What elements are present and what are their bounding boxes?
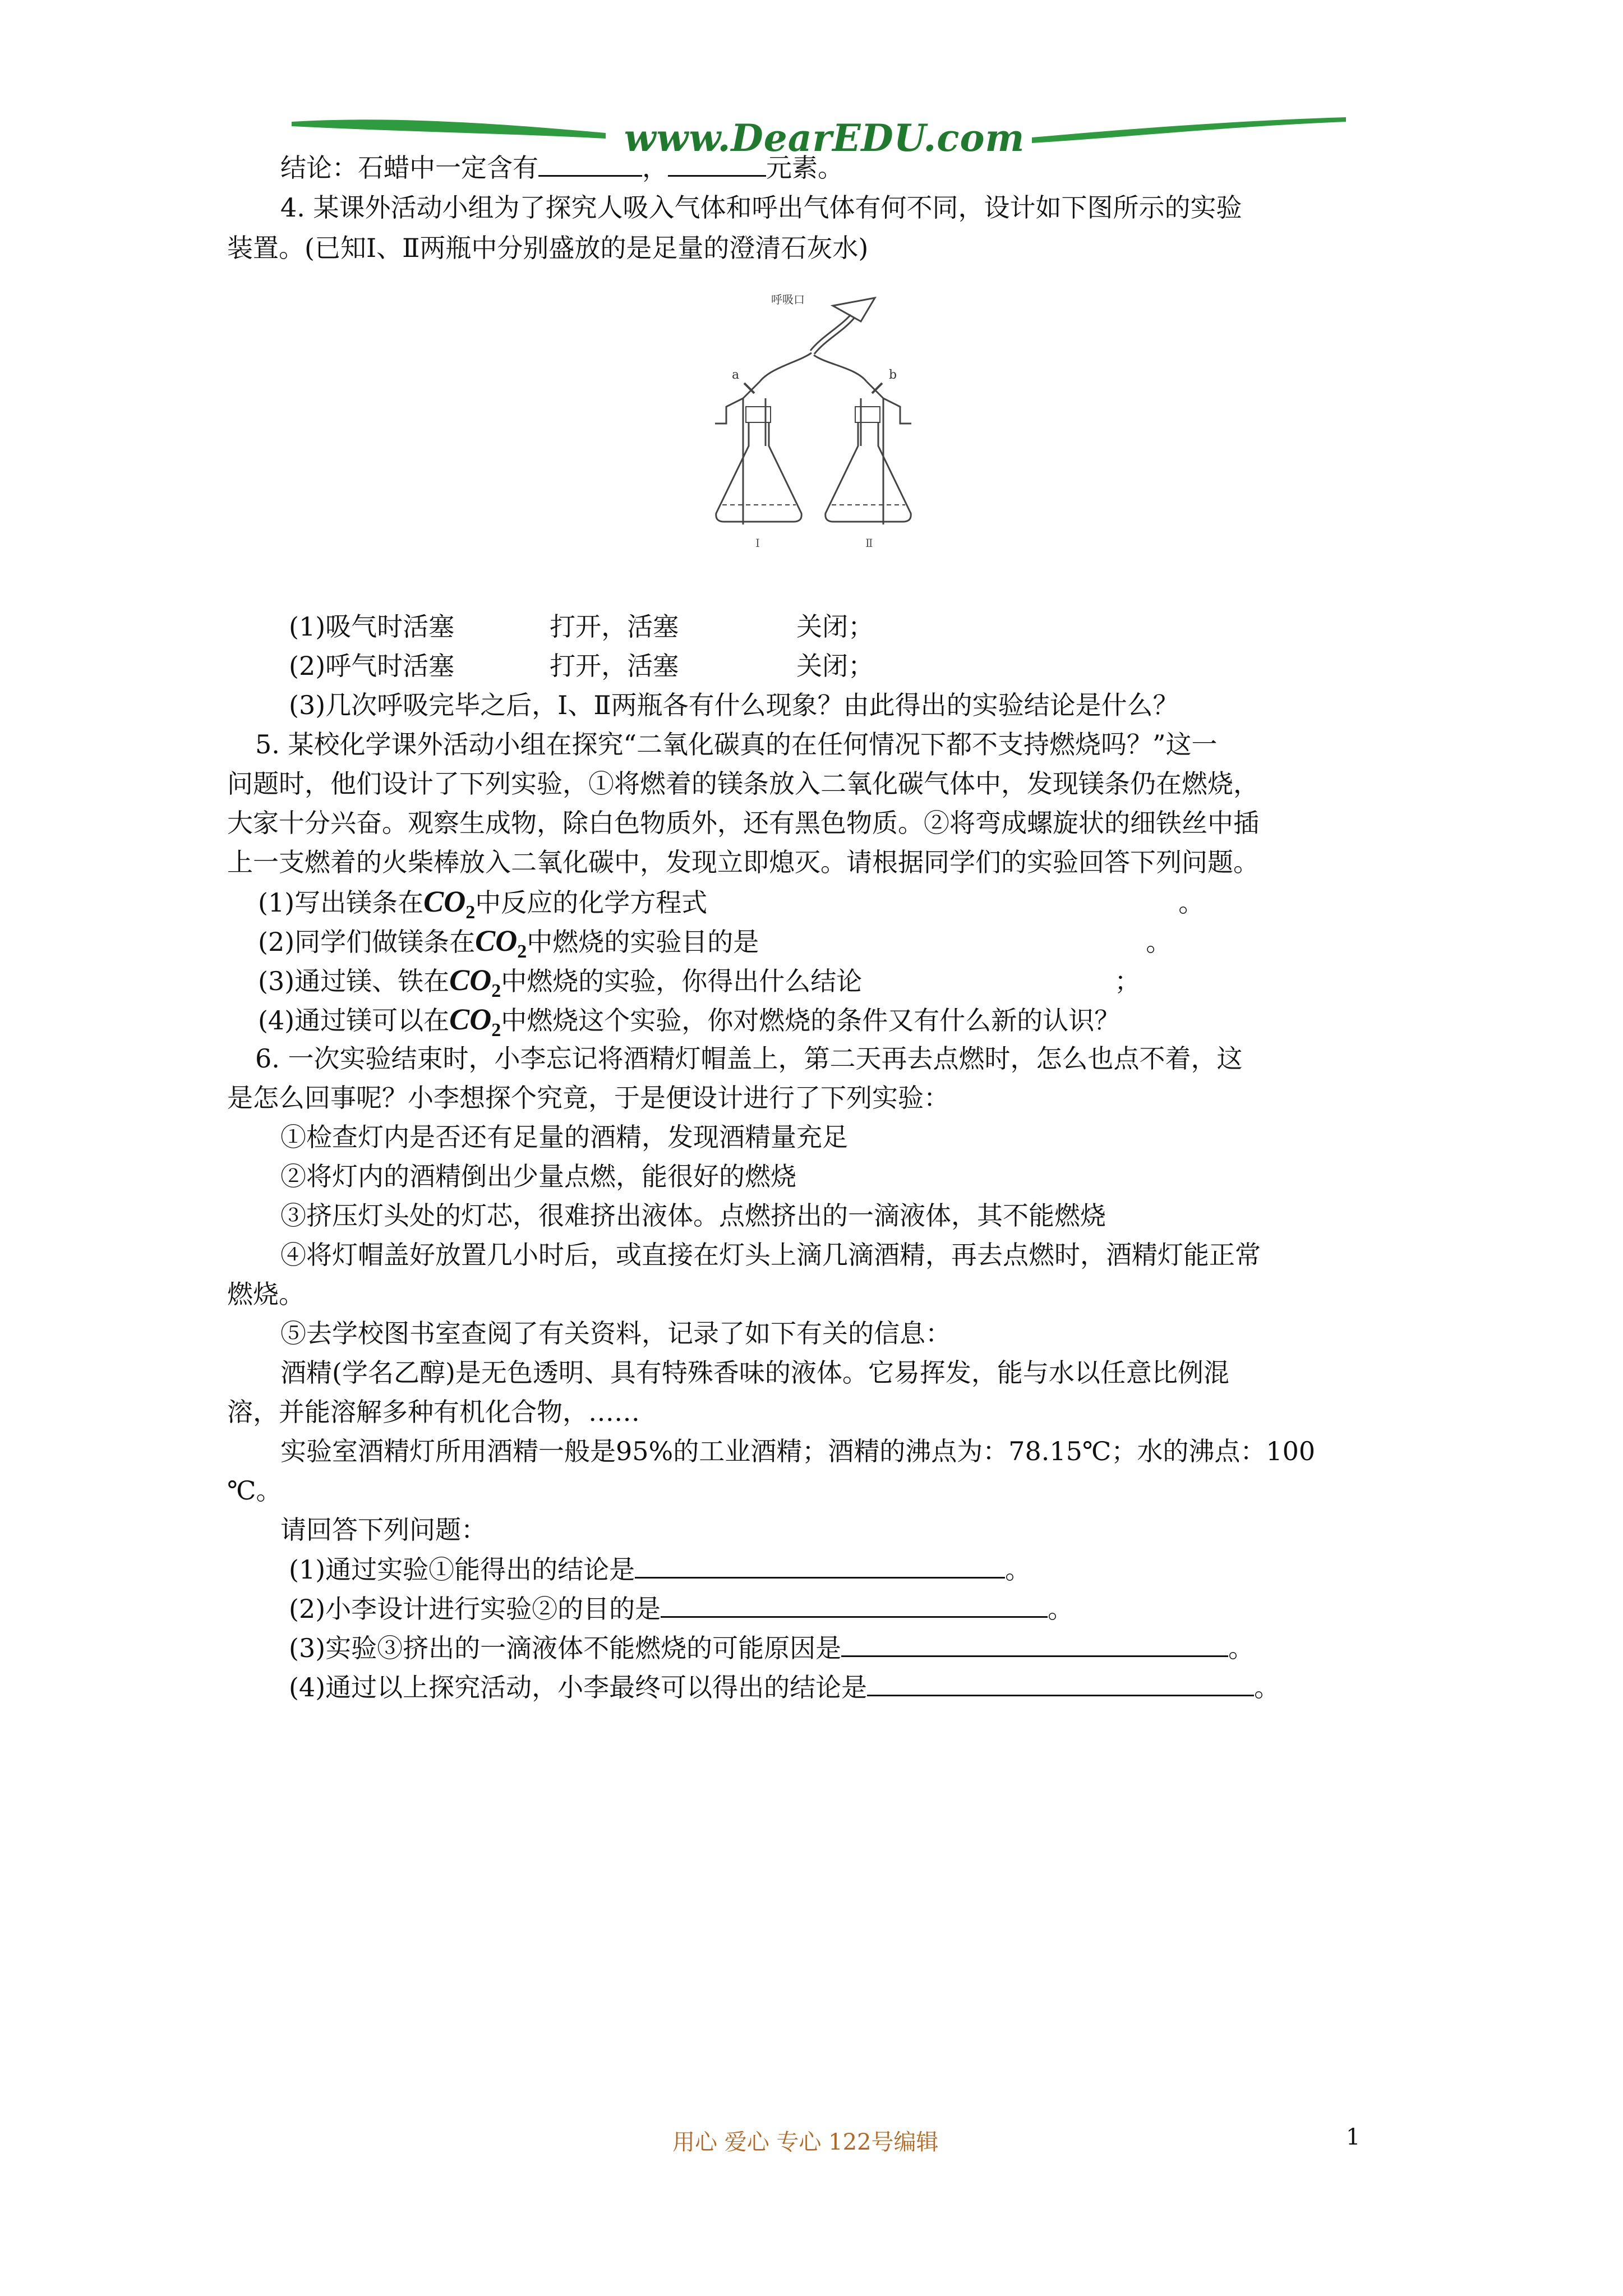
text-segment: 。 (1254, 1672, 1280, 1703)
q6-experiment-5: ⑤去学校图书室查阅了有关资料，记录了如下有关的信息： (280, 1318, 951, 1349)
text-segment: 元素。 (766, 153, 843, 183)
q6-sub-1 (289, 1552, 1031, 1586)
formula-main: CO (449, 963, 492, 997)
q4-sub-2 (289, 649, 874, 683)
q6-experiment-3: ③挤压灯头处的灯芯，很难挤出液体。点燃挤出的一滴液体，其不能燃烧 (280, 1200, 1106, 1231)
q6-experiment-1: ①检查灯内是否还有足量的酒精，发现酒精量充足 (280, 1122, 848, 1152)
valve-b-label: b (889, 368, 897, 382)
text-segment: (1)吸气时活塞 (289, 611, 455, 642)
q6-info-2-line-2: ℃。 (227, 1475, 282, 1506)
formula-subscript: 2 (517, 941, 527, 962)
bottle-2-label: Ⅱ (865, 536, 873, 550)
co2-formula (423, 885, 476, 923)
valve-a-label: a (732, 368, 740, 382)
q6-info-2-line-1: 实验室酒精灯所用酒精一般是95%的工业酒精；酒精的沸点为：78.15℃；水的沸点：100 (280, 1436, 1316, 1466)
text-segment: (3)通过镁、铁在 (258, 966, 450, 996)
flask-apparatus-diagram (704, 283, 928, 553)
co2-formula (449, 1002, 501, 1041)
text-segment: 中燃烧的实验目的是 (527, 927, 759, 957)
co2-formula (449, 963, 501, 1001)
text-segment: ， (642, 153, 668, 183)
q4-line-2: 装置。(已知Ⅰ、Ⅱ两瓶中分别盛放的是足量的澄清石灰水) (227, 233, 869, 263)
text-segment: (2)小李设计进行实验②的目的是 (289, 1594, 661, 1624)
formula-subscript: 2 (491, 1019, 501, 1041)
text-segment: 打开，活塞 (550, 651, 679, 681)
q6-experiment-4-line-1: ④将灯帽盖好放置几小时后，或直接在灯头上滴几滴酒精，再去点燃时，酒精灯能正常 (280, 1240, 1261, 1270)
q5-line-4: 上一支燃着的火柴棒放入二氧化碳中，发现立即熄灭。请根据同学们的实验回答下列问题。 (227, 847, 1259, 877)
text-segment: 。 (1048, 1594, 1074, 1624)
answer-blank (668, 150, 766, 177)
q5-line-3: 大家十分兴奋。观察生成物，除白色物质外，还有黑色物质。②将弯成螺旋状的细铁丝中插 (227, 808, 1259, 838)
q6-experiment-2: ②将灯内的酒精倒出少量点燃，能很好的燃烧 (280, 1161, 796, 1191)
answer-blank (841, 1631, 1228, 1657)
text-segment: (1)通过实验①能得出的结论是 (289, 1554, 635, 1585)
formula-main: CO (475, 924, 518, 958)
formula-subscript: 2 (465, 901, 476, 923)
text-segment: (3)实验③挤出的一滴液体不能燃烧的可能原因是 (289, 1633, 842, 1663)
experiment-apparatus-figure (704, 283, 928, 553)
text-segment: 。 (1146, 927, 1172, 957)
q6-sub-2 (289, 1591, 1073, 1626)
footer-editor-note: 用心 爱心 专心 122号编辑 (672, 2129, 939, 2155)
q6-info-1-line-1: 酒精(学名乙醇)是无色透明、具有特殊香味的液体。它易挥发，能与水以任意比例混 (280, 1358, 1229, 1388)
q6-sub-4 (289, 1670, 1280, 1704)
q6-line-1: 6. 一次实验结束时，小李忘记将酒精灯帽盖上，第二天再去点燃时，怎么也点不着，这 (255, 1043, 1243, 1074)
formula-main: CO (423, 885, 466, 918)
text-segment: (2)呼气时活塞 (289, 651, 455, 681)
page-number: 1 (1346, 2124, 1361, 2150)
answer-blank (538, 150, 642, 177)
text-segment: (4)通过镁可以在 (258, 1005, 450, 1036)
text-segment: (2)同学们做镁条在 (258, 927, 476, 957)
text-segment: (1)写出镁条在 (258, 887, 424, 918)
q3-conclusion (280, 150, 843, 185)
text-segment: 中反应的化学方程式 (475, 887, 708, 918)
site-name: www.DearEDU.com (624, 116, 1025, 160)
text-segment: 中燃烧这个实验，你对燃烧的条件又有什么新的认识？ (501, 1005, 1121, 1036)
text-segment: 中燃烧的实验，你得出什么结论 (501, 966, 863, 996)
text-segment: ； (1114, 966, 1141, 996)
q5-sub-4 (258, 1002, 1120, 1047)
text-segment: 。 (1228, 1633, 1255, 1663)
q6-sub-3 (289, 1631, 1254, 1665)
q5-line-2: 问题时，他们设计了下列实验，①将燃着的镁条放入二氧化碳气体中，发现镁条仍在燃烧， (227, 769, 1259, 799)
co2-formula (475, 924, 527, 962)
text-segment: 关闭； (796, 611, 874, 642)
formula-subscript: 2 (491, 980, 501, 1001)
text-segment: 。 (1178, 887, 1205, 918)
text-segment: 。 (1005, 1554, 1031, 1585)
q4-sub-3: (3)几次呼吸完毕之后，Ⅰ、Ⅱ两瓶各有什么现象？由此得出的实验结论是什么？ (289, 690, 1179, 720)
formula-main: CO (449, 1002, 492, 1036)
text-segment: 打开，活塞 (550, 611, 679, 642)
answer-blank (635, 1552, 1005, 1579)
q6-experiment-4-line-2: 燃烧。 (227, 1279, 305, 1309)
q6-info-1-line-2: 溶，并能溶解多种有机化合物，…… (227, 1397, 640, 1427)
answer-blank (867, 1670, 1254, 1696)
answer-blank (661, 1591, 1048, 1618)
q5-sub-3 (258, 963, 1140, 1008)
text-segment: (4)通过以上探究活动，小李最终可以得出的结论是 (289, 1672, 868, 1703)
q5-line-1: 5. 某校化学课外活动小组在探究“二氧化碳真的在任何情况下都不支持燃烧吗？”这一 (255, 729, 1218, 760)
q4-sub-1 (289, 610, 874, 643)
q6-prompt: 请回答下列问题： (280, 1515, 487, 1545)
mouthpiece-label: 呼吸口 (771, 293, 805, 306)
text-segment: 结论：石蜡中一定含有 (280, 153, 538, 183)
q4-line-1: 4. 某课外活动小组为了探究人吸入气体和呼出气体有何不同，设计如下图所示的实验 (280, 192, 1242, 223)
q5-sub-2 (258, 924, 1172, 969)
q5-sub-1 (258, 885, 1204, 930)
bottle-1-label: Ⅰ (755, 536, 760, 550)
q6-line-2: 是怎么回事呢？小李想探个究竟，于是便设计进行了下列实验： (227, 1083, 949, 1113)
text-segment: 关闭； (796, 651, 874, 681)
